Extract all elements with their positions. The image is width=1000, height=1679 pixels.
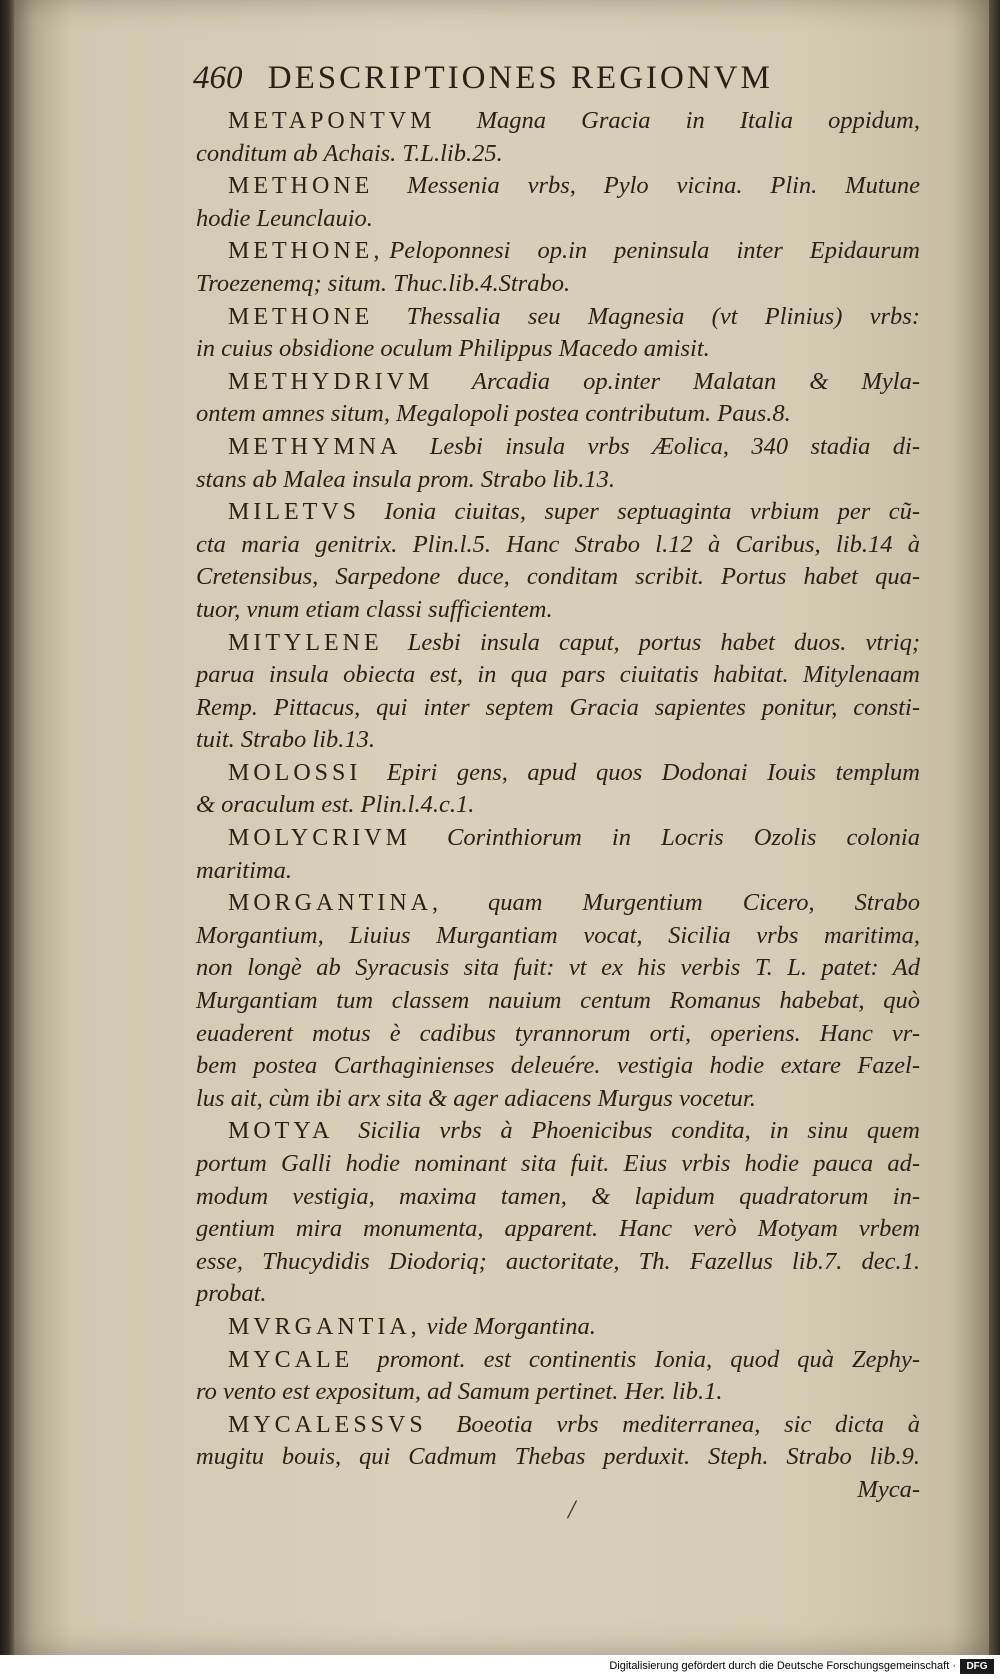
text-line: [196, 138, 920, 171]
entry-text: gentium mira monumenta, apparent. Hanc verò Motyam vrbem: [196, 1215, 920, 1243]
entry-first-line: [196, 301, 920, 334]
text-line: [196, 561, 920, 594]
entry-text: cta maria genitrix. Plin.l.5. Hanc Strabo l.12 à Caribus, lib.14 à: [196, 530, 920, 558]
text-line: [196, 659, 920, 692]
text-line: [196, 594, 920, 627]
entry-text: Cretensibus, Sarpedone duce, conditam scribit. Portus habet qua-: [196, 563, 920, 591]
entry-text: Arcadia op.inter Malatan & Myla-: [439, 367, 920, 395]
entry-headword: MITYLENE: [228, 629, 383, 656]
book-gutter-left: [0, 0, 14, 1655]
text-line: [196, 789, 920, 822]
entry-text: lus ait, cùm ibi arx sita & ager adiacens Murgus vocetur.: [196, 1084, 756, 1112]
text-line: [196, 724, 920, 757]
entry-headword: MILETVS: [228, 499, 360, 526]
entry-first-line: [196, 887, 920, 920]
entry-text: in cuius obsidione oculum Philippus Macedo amisit.: [196, 335, 710, 363]
text-line: [196, 464, 920, 497]
entry-text: Boeotia vrbs mediterranea, sic dicta à: [432, 1410, 920, 1438]
entry-headword: MOLYCRIVM: [228, 825, 411, 852]
entry-text: tuit. Strabo lib.13.: [196, 726, 376, 754]
entry-headword: MORGANTINA,: [228, 890, 442, 917]
entry-first-line: [196, 1344, 920, 1377]
text-line: [196, 1213, 920, 1246]
entry-text: promont. est continentis Ionia, quod quà Zephy-: [359, 1345, 920, 1373]
entry-text: ontem amnes situm, Megalopoli postea contributum. Paus.8.: [196, 400, 791, 428]
entry-text: Corinthiorum in Locris Ozolis colonia: [416, 824, 920, 852]
text-line: [196, 1441, 920, 1474]
entry-headword: MVRGANTIA,: [228, 1313, 421, 1340]
text-line: [196, 398, 920, 431]
entry-text: stans ab Malea insula prom. Strabo lib.13.: [196, 465, 616, 493]
page-number: 460: [193, 60, 243, 96]
entry-text: Thessalia seu Magnesia (vt Plinius) vrbs:: [379, 302, 920, 330]
text-line: [196, 920, 920, 953]
entry-text: Lesbi insula vrbs Æolica, 340 stadia di-: [407, 432, 920, 460]
text-line: [196, 268, 920, 301]
text-line: [196, 1148, 920, 1181]
entry-text: non longè ab Syracusis sita fuit: vt ex his verbis T. L. patet: Ad: [196, 954, 920, 982]
entry-headword: MYCALE: [228, 1346, 354, 1373]
entry-headword: METHONE: [228, 173, 374, 200]
entry-text: euaderent motus è cadibus tyrannorum orti, operiens. Hanc vr-: [196, 1019, 920, 1047]
entry-headword: METHYDRIVM: [228, 368, 434, 395]
entry-text: Peloponnesi op.in peninsula inter Epidaurum: [389, 237, 920, 265]
entry-text: Lesbi insula caput, portus habet duos. vtriq;: [388, 628, 920, 656]
running-title: DESCRIPTIONES REGIONVM: [267, 60, 773, 96]
text-line: [196, 1474, 920, 1507]
entry-first-line: [196, 822, 920, 855]
entry-text: & oraculum est. Plin.l.4.c.1.: [196, 791, 475, 819]
text-line: [196, 203, 920, 236]
entry-headword: MOLOSSI: [228, 759, 362, 786]
entry-text: Sicilia vrbs à Phoenicibus condita, in sinu quem: [339, 1117, 920, 1145]
entry-headword: METAPONTVM: [228, 108, 436, 134]
entry-text: Ionia ciuitas, super septuaginta vrbium per cũ-: [366, 498, 920, 526]
entry-text: Murgantiam tum classem nauium centum Romanus habebat, quò: [196, 987, 920, 1015]
entry-first-line: [196, 757, 920, 790]
entry-first-line: [196, 170, 920, 203]
entry-first-line: [196, 235, 920, 268]
text-line: [196, 1246, 920, 1279]
page-text: [196, 105, 920, 1507]
entry-text: ro vento est expositum, ad Samum pertinet. Her. lib.1.: [196, 1378, 723, 1406]
entry-first-line: [196, 1311, 920, 1344]
text-line: [196, 1376, 920, 1409]
entry-headword: METHONE,: [228, 238, 384, 265]
entry-text: probat.: [196, 1280, 267, 1308]
entry-text: Epiri gens, apud quos Dodonai Iouis templum: [367, 758, 920, 786]
entry-text: esse, Thucydidis Diodoriq; auctoritate, Th. Fazellus lib.7. dec.1.: [196, 1247, 920, 1275]
entry-text: Magna Gracia in Italia oppidum,: [441, 107, 920, 134]
entry-first-line: [196, 1115, 920, 1148]
entry-text: maritima.: [196, 856, 292, 884]
text-line: [196, 1278, 920, 1311]
entry-text: conditum ab Achais. T.L.lib.25.: [196, 139, 503, 167]
entry-text: vide Morgantina.: [426, 1312, 596, 1340]
entry-text: mugitu bouis, qui Cadmum Thebas perduxit. Steph. Strabo lib.9.: [196, 1443, 920, 1471]
text-line: [196, 529, 920, 562]
entry-text: Messenia vrbs, Pylo vicina. Plin. Mutune: [379, 172, 920, 200]
entry-text: quam Murgentium Cicero, Strabo: [448, 889, 920, 917]
text-line: [196, 985, 920, 1018]
text-line: [196, 1181, 920, 1214]
text-line: [196, 855, 920, 888]
entry-first-line: [196, 627, 920, 660]
entry-first-line: [196, 366, 920, 399]
entry-headword: METHONE: [228, 303, 374, 330]
text-line: [196, 1050, 920, 1083]
book-edge-right: [989, 0, 1000, 1655]
entry-text: Myca-: [857, 1475, 920, 1503]
entry-first-line: [196, 1409, 920, 1442]
running-head: [193, 60, 893, 104]
entry-text: portum Galli hodie nominant sita fuit. Eius vrbis hodie pauca ad-: [196, 1150, 920, 1177]
text-line: [196, 692, 920, 725]
text-line: [196, 1018, 920, 1051]
entry-text: Troezenemq; situm. Thuc.lib.4.Strabo.: [196, 269, 571, 297]
entry-headword: METHYMNA: [228, 433, 402, 460]
entry-headword: MOTYA: [228, 1118, 334, 1145]
entry-text: hodie Leunclauio.: [196, 204, 373, 232]
entry-text: tuor, vnum etiam classi sufficientem.: [196, 595, 553, 623]
text-line: [196, 952, 920, 985]
signature-mark: /: [568, 1495, 576, 1524]
entry-text: parua insula obiecta est, in qua pars ciuitatis habitat. Mitylenaam: [196, 661, 920, 689]
entry-first-line: [196, 431, 920, 464]
entry-text: Morgantium, Liuius Murgantiam vocat, Sicilia vrbs maritima,: [196, 921, 920, 949]
entry-headword: MYCALESSVS: [228, 1411, 427, 1438]
text-line: [196, 1083, 920, 1116]
entry-text: Remp. Pittacus, qui inter septem Gracia sapientes ponitur, consti-: [196, 693, 920, 721]
text-line: [196, 333, 920, 366]
entry-text: bem postea Carthaginienses deleuére. vestigia hodie extare Fazel-: [196, 1052, 920, 1080]
entry-first-line: [196, 105, 920, 138]
digitization-credit: Digitalisierung gefördert durch die Deutsche Forschungsgemeinschaft ·: [609, 1660, 956, 1672]
entry-first-line: [196, 496, 920, 529]
dfg-logo: DFG: [960, 1659, 994, 1674]
entry-text: modum vestigia, maxima tamen, & lapidum quadratorum in-: [196, 1182, 920, 1210]
